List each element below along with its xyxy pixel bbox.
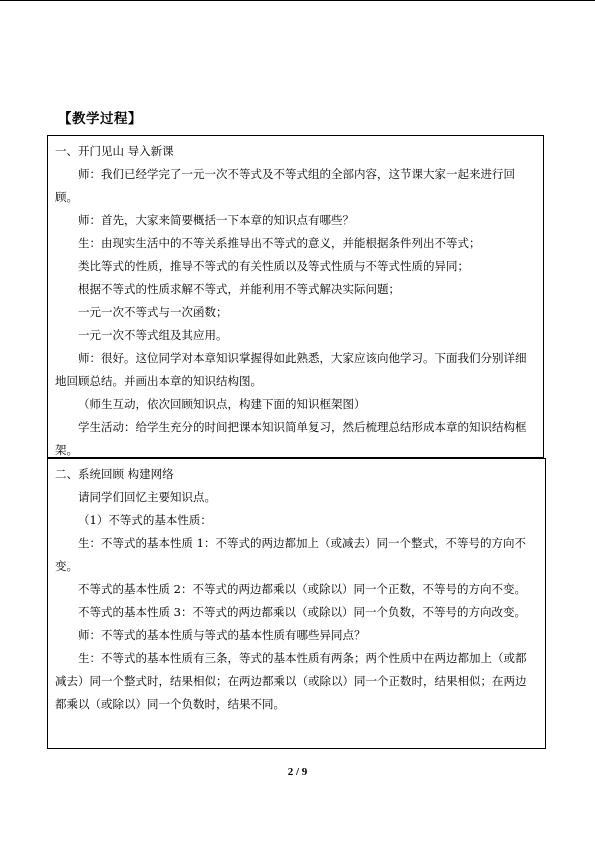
paragraph: 生：不等式的基本性质有三条，等式的基本性质有两条；两个性质中在两边都加上（或都减去）同一个整式时，结果相似；在两边都乘以（或除以）同一个正数时，结果相似；在两边都乘以（或除以）同一个负数时，结果不同。: [55, 651, 527, 711]
step-title: 一、开门见山 导入新课: [55, 144, 174, 158]
paragraph: 请同学们回忆主要知识点。: [78, 490, 216, 504]
paragraph: 学生活动：给学生充分的时间把课本知识简单复习，然后梳理总结形成本章的知识结构框架。: [55, 420, 527, 457]
paragraph: 生：不等式的基本性质 1：不等式的两边都加上（或减去）同一个整式，不等号的方向不变。: [55, 536, 526, 573]
step-title: 二、系统回顾 构建网络: [55, 467, 174, 481]
section-heading: 【教学过程】: [58, 111, 142, 127]
paragraph: （1）不等式的基本性质：: [78, 513, 212, 527]
lesson-step-box-2: [47, 458, 546, 749]
paragraph: 不等式的基本性质 2：不等式的两边都乘以（或除以）同一个正数，不等号的方向不变。: [78, 582, 526, 596]
paragraph: 师：不等式的基本性质与等式的基本性质有哪些异同点？: [78, 628, 366, 642]
paragraph: 师：很好。这位同学对本章知识掌握得如此熟悉，大家应该向他学习。下面我们分别详细地回顾总结。并画出本章的知识结构图。: [55, 351, 527, 388]
paragraph: 类比等式的性质，推导不等式的有关性质以及等式性质与不等式性质的异同；: [78, 259, 469, 273]
paragraph: 师：首先，大家来简要概括一下本章的知识点有哪些？: [78, 213, 354, 227]
page-number: 2 / 9: [287, 766, 308, 778]
paragraph: 生：由现实生活中的不等关系推导出不等式的意义，并能根据条件列出不等式；: [78, 236, 481, 250]
paragraph: （师生互动，依次回顾知识点，构建下面的知识框架图）: [78, 397, 366, 411]
top-rule: [0, 0, 595, 1]
lesson-step-box-1: [47, 135, 544, 458]
paragraph: 一元一次不等式组及其应用。: [78, 328, 228, 342]
paragraph: 师：我们已经学完了一元一次不等式及不等式组的全部内容，这节课大家一起来进行回顾。: [55, 167, 515, 204]
paragraph: 不等式的基本性质 3：不等式的两边都乘以（或除以）同一个负数，不等号的方向改变。: [78, 605, 526, 619]
paragraph: 根据不等式的性质求解不等式，并能利用不等式解决实际问题；: [78, 282, 400, 296]
paragraph: 一元一次不等式与一次函数；: [78, 305, 228, 319]
